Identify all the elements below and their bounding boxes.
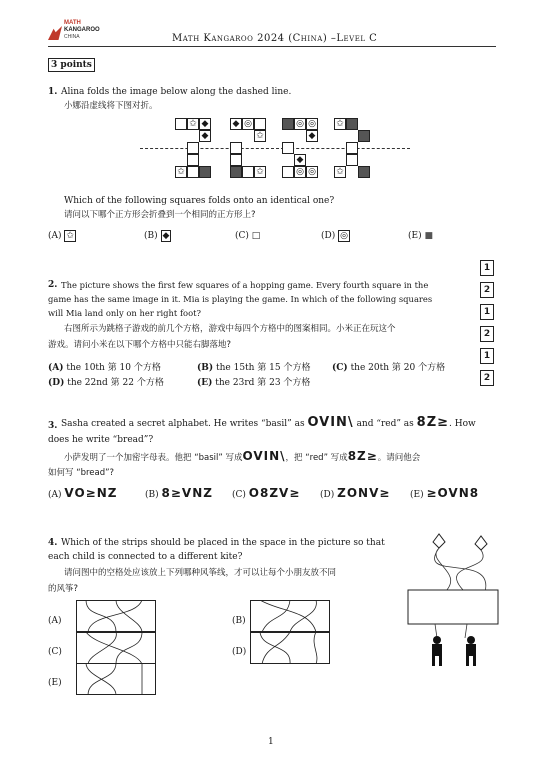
page-number: 1 xyxy=(268,737,274,747)
q3-option-d[interactable]: (D) ZONV≥ xyxy=(320,486,391,500)
q4-strip-c[interactable] xyxy=(76,632,156,664)
q4-cn-2: 的风筝? xyxy=(48,584,79,594)
q4-option-e-label[interactable]: (E) xyxy=(48,678,62,688)
q2-cn-2: 游戏。请问小米在以下哪个方格中只能右脚落地? xyxy=(48,340,232,350)
q4-option-a-label[interactable]: (A) xyxy=(48,616,62,626)
logo-text-1: MATH xyxy=(64,20,81,26)
empty-strip-slot xyxy=(408,590,498,624)
q2-option-a[interactable]: (A) the 10th 第 10 个方格 xyxy=(48,363,161,373)
q1-text-en: Alina folds the image below along the dashed line. xyxy=(61,87,292,97)
q4-strip-b[interactable] xyxy=(250,600,330,632)
both-feet-icon: 𝟮 xyxy=(480,282,494,298)
q2-hopping-board xyxy=(476,260,498,392)
child-left-icon xyxy=(432,636,442,666)
q1-number: 1. xyxy=(48,87,58,97)
filled-square-icon: ■ xyxy=(424,231,433,241)
q2-number: 2. xyxy=(48,280,58,290)
header-rule xyxy=(48,46,496,47)
logo-text-2: KANGAROO xyxy=(64,27,100,33)
points-badge: 3 points xyxy=(48,58,95,72)
logo-mark xyxy=(48,26,62,40)
q2-option-c[interactable]: (C) the 20th 第 20 个方格 xyxy=(332,363,446,373)
q4-strip-d[interactable] xyxy=(250,632,330,664)
child-right-icon xyxy=(466,636,476,666)
q4-option-c-label[interactable]: (C) xyxy=(48,647,62,657)
q1-text-cn: 小娜沿虚线将下图对折。 xyxy=(64,101,158,111)
q1-fold-figure: ✩ ◆ ◆ ✩ ◆ ◎ ✩ ✩ ◎ ◎ ◆ ◆ ◎ ◎ ✩ ✩ xyxy=(150,118,400,188)
q1-question-en: Which of the following squares folds onto an identical one? xyxy=(64,196,335,206)
q4-number: 4. xyxy=(48,538,58,548)
fold-dashed-line xyxy=(140,148,410,149)
q2-option-b[interactable]: (B) the 15th 第 15 个方格 xyxy=(197,363,311,373)
q4-line-2: each child is connected to a different kite? xyxy=(48,552,243,562)
q1-option-d[interactable]: (D) ◎ xyxy=(321,231,348,241)
right-foot-icon: 𝟭 xyxy=(480,304,494,320)
q2-line-3: will Mia land only on her right foot? xyxy=(48,308,201,318)
kite-left-icon xyxy=(433,534,445,548)
red-code: 8Z≥ xyxy=(416,415,450,430)
q1-option-a[interactable]: (A) ✩ xyxy=(48,231,74,241)
q3-option-c[interactable]: (C) O8ZV≥ xyxy=(232,486,301,500)
q4-option-b-label[interactable]: (B) xyxy=(232,616,246,626)
q2-cn-1: 右图所示为跳格子游戏的前几个方格，游戏中每四个方格中的图案相同。小米正在玩这个 xyxy=(64,324,396,334)
q3-option-e[interactable]: (E) ≥OVN8 xyxy=(410,486,480,500)
q1-option-e[interactable]: (E) ■ xyxy=(408,231,433,241)
q1-option-c[interactable]: (C) □ xyxy=(235,231,261,241)
q4-strip-e[interactable] xyxy=(76,663,156,695)
left-foot-icon: 𝟭 xyxy=(480,260,494,276)
basil-code: OVIN\ xyxy=(307,415,354,430)
left-foot-icon: 𝟭 xyxy=(480,348,494,364)
q4-line-1: Which of the strips should be placed in the space in the picture so that xyxy=(61,538,385,548)
q3-line-2: does he write “bread”? xyxy=(48,435,154,445)
q4-option-d-label[interactable]: (D) xyxy=(232,647,247,657)
q2-line-2: game has the same image in it. Mia is playing the game. In which of the following squares xyxy=(48,294,433,304)
q2-option-d[interactable]: (D) the 22nd 第 22 个方格 xyxy=(48,378,164,388)
q2-option-e[interactable]: (E) the 23rd 第 23 个方格 xyxy=(197,378,311,388)
diamond-icon: ◆ xyxy=(162,231,170,241)
q1-question-cn: 请问以下哪个正方形会折叠到一个相同的正方形上? xyxy=(64,210,256,220)
q3-option-a[interactable]: (A) VO≥NZ xyxy=(48,486,118,500)
q4-cn-1: 请问图中的空格处应该放上下列哪种风筝线，才可以让每个小朋友放不同 xyxy=(64,568,337,578)
kite-picture xyxy=(405,532,501,672)
page-header-title: Math Kangaroo 2024 (China) –Level C xyxy=(172,33,378,44)
q3-cn-1: 小萨发明了一个加密字母表。他把 “basil” 写成OVIN\，把 “red” 写成8Z≥。请问他会 xyxy=(64,449,421,463)
logo xyxy=(48,20,118,44)
q3-option-b[interactable]: (B) 8≥VNZ xyxy=(145,486,213,500)
both-feet-icon: 𝟮 xyxy=(480,370,494,386)
both-feet-icon: 𝟮 xyxy=(480,326,494,342)
q4-strip-a[interactable] xyxy=(76,600,156,632)
q3-line-1: Sasha created a secret alphabet. He writes “basil” as OVIN\ and “red” as 8Z≥. How xyxy=(61,415,476,430)
q3-number: 3. xyxy=(48,421,58,431)
q2-line-1: The picture shows the first few squares of a hopping game. Every fourth square in the xyxy=(61,280,429,290)
q1-option-b[interactable]: (B) ◆ xyxy=(144,231,170,241)
q1-options xyxy=(48,228,498,244)
empty-square-icon: □ xyxy=(251,231,261,241)
q3-cn-2: 如何写 “bread”? xyxy=(48,468,115,478)
kite-right-icon xyxy=(475,536,487,550)
logo-text-3: CHINA xyxy=(64,34,80,40)
target-circle-icon: ◎ xyxy=(340,231,348,241)
star-icon: ✩ xyxy=(66,231,74,241)
